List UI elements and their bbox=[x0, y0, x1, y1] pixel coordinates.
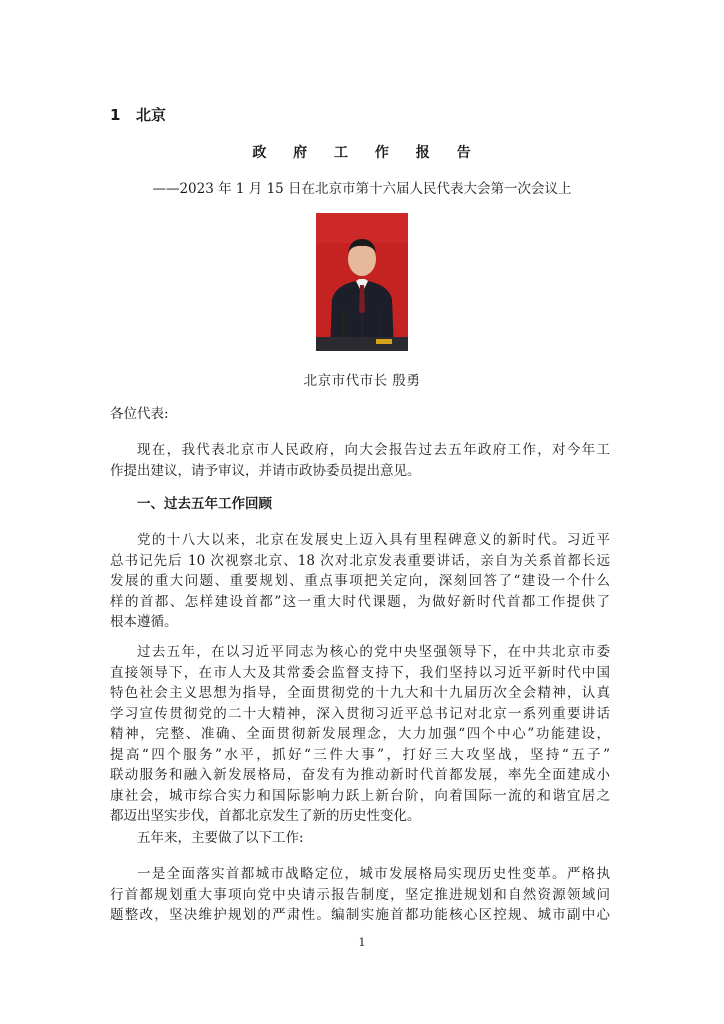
document-title: 政 府 工 作 报 告 bbox=[252, 145, 482, 161]
paragraph-line: 五年来，主要做了以下工作: bbox=[137, 830, 304, 846]
photo-caption: 北京市代市长 殷勇 bbox=[303, 373, 421, 389]
section-title: 北京 bbox=[136, 106, 167, 124]
paragraph-line: 直接领导下，在市人大及其常委会监督支持下，我们坚持以习近平新时代中国 bbox=[110, 664, 610, 681]
paragraph-line: 作提出建议，请予审议，并请市政协委员提出意见。 bbox=[110, 462, 421, 479]
page-number: 1 bbox=[358, 936, 366, 949]
speaker-portrait-photo bbox=[316, 213, 408, 351]
paragraph-line: 联动服务和融入新发展格局，奋发有为推动新时代首都发展，率先全面建成小 bbox=[110, 767, 610, 783]
part-heading: 一、过去五年工作回顾 bbox=[137, 496, 272, 512]
paragraph-line: 过去五年，在以习近平同志为核心的党中央坚强领导下，在中共北京市委 bbox=[137, 644, 610, 660]
review-paragraph-2 bbox=[110, 642, 610, 827]
paragraph-line: 都迈出坚实步伐，首都北京发生了新的历史性变化。 bbox=[110, 808, 421, 824]
paragraph-line: 题整改，坚决维护规划的严肃性。编制实施首都功能核心区控规、城市副中心 bbox=[110, 907, 610, 923]
paragraph-line: 总书记先后 10 次视察北京、18 次对北京发表重要讲话，亲自为关系首都长远 bbox=[110, 552, 610, 569]
paragraph-line: 行首都规划重大事项向党中央请示报告制度，坚定推进规划和自然资源领域问 bbox=[110, 886, 610, 903]
paragraph-line: 样的首都、怎样建设首都”这一重大时代课题，为做好新时代首都工作提供了 bbox=[110, 593, 610, 610]
paragraph-line: 康社会，城市综合实力和国际影响力跃上新台阶，向着国际一流的和谐宜居之 bbox=[110, 787, 610, 804]
section-number: 1 bbox=[110, 106, 121, 124]
document-subtitle: ——2023 年 1 月 15 日在北京市第十六届人民代表大会第一次会议上 bbox=[152, 181, 572, 197]
salutation: 各位代表: bbox=[110, 406, 169, 422]
paragraph-line: 发展的重大问题、重要规划、重点事项把关定向，深刻回答了“建设一个什么 bbox=[110, 573, 610, 589]
portrait-illustration bbox=[316, 213, 408, 351]
review-paragraph-1 bbox=[110, 530, 610, 633]
intro-paragraph bbox=[110, 440, 610, 481]
paragraph-line: 党的十八大以来，北京在发展史上迈入具有里程碑意义的新时代。习近平 bbox=[137, 532, 610, 548]
review-paragraph-3 bbox=[110, 828, 610, 849]
paragraph-line: 根本遵循。 bbox=[110, 614, 178, 630]
paragraph-line: 特色社会主义思想为指导，全面贯彻党的十九大和十九届历次全会精神，认真 bbox=[110, 685, 610, 701]
paragraph-line: 精神，完整、准确、全面贯彻新发展理念，大力加强“四个中心”功能建设， bbox=[110, 726, 610, 742]
paragraph-line: 学习宣传贯彻党的二十大精神，深入贯彻习近平总书记对北京一系列重要讲话 bbox=[110, 705, 610, 722]
paragraph-line: 提高“四个服务”水平，抓好“三件大事”，打好三大攻坚战，坚持“五子” bbox=[110, 746, 610, 763]
paragraph-line: 现在，我代表北京市人民政府，向大会报告过去五年政府工作，对今年工 bbox=[137, 442, 610, 458]
section-heading bbox=[110, 104, 166, 125]
paragraph-line: 一是全面落实首都城市战略定位，城市发展格局实现历史性变革。严格执 bbox=[137, 866, 610, 882]
review-paragraph-4 bbox=[110, 864, 610, 926]
